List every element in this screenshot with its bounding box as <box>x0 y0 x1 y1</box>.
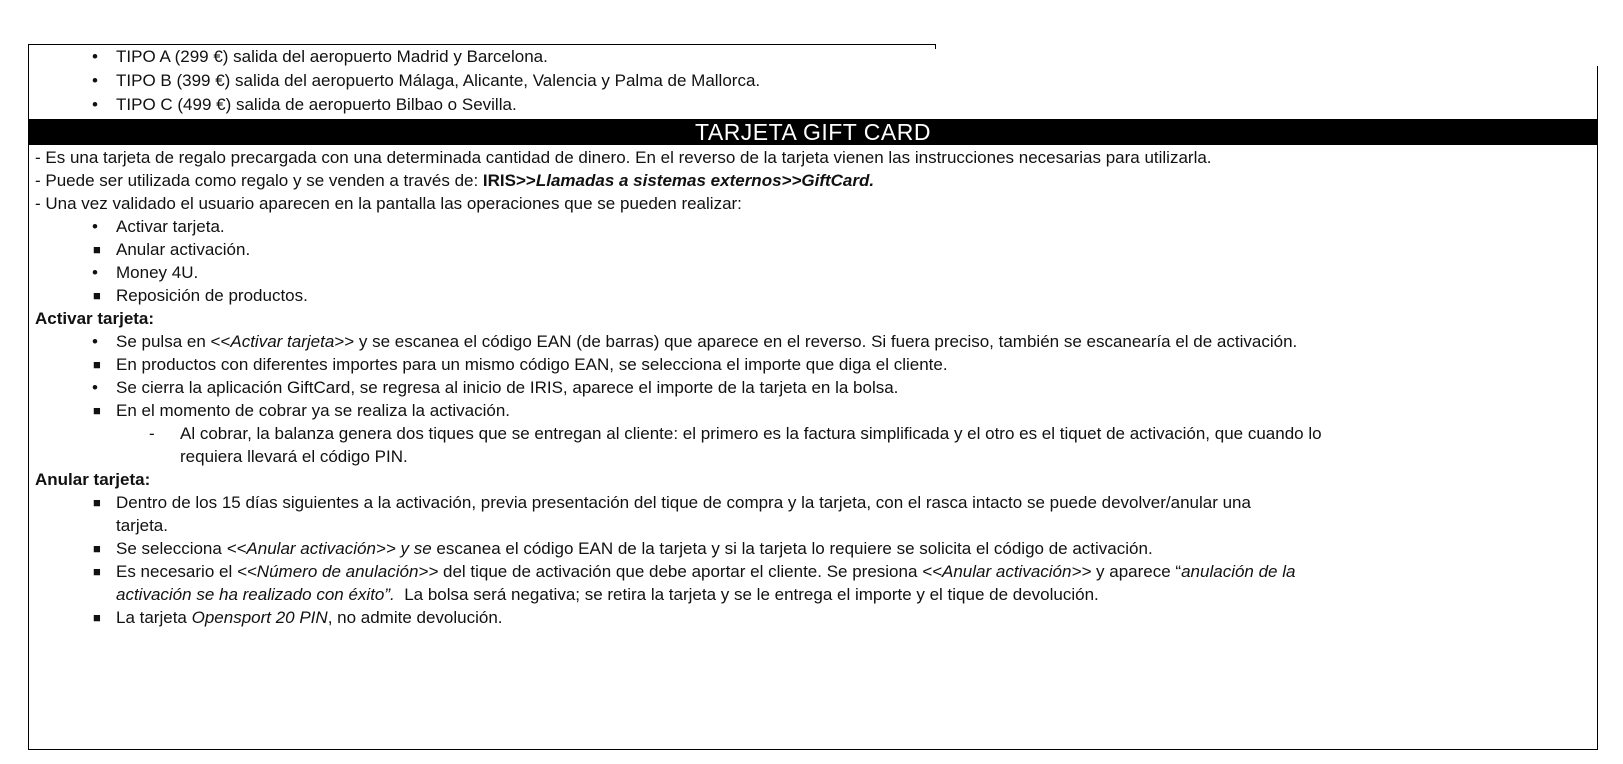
list-item-anular <box>29 560 1597 583</box>
list-item-operacion <box>29 284 1597 307</box>
intro-iris-label: IRIS>> <box>482 171 536 190</box>
intro-line-2 <box>29 169 1597 192</box>
list-item-activar <box>29 376 1597 399</box>
dash-bullet-icon: - <box>149 424 155 443</box>
list-item-text: Dentro de los 15 días siguientes a la activación, previa presentación del tique de compra y la tarjeta, con el rasca intacto se puede devolver/anular una <box>116 493 1251 512</box>
square-bullet-icon: ■ <box>93 357 101 372</box>
intro-line-1: - Es una tarjeta de regalo precargada con una determinada cantidad de dinero. En el reverso de la tarjeta vienen las instrucciones necesarias para utilizarla. <box>35 148 1212 167</box>
list-item-text: En el momento de cobrar ya se realiza la activación. <box>116 401 511 420</box>
bullet-icon: • <box>92 47 98 66</box>
list-item-text: Es necesario el <box>116 562 237 581</box>
list-item-continuation <box>29 583 1597 606</box>
list-item-text: y aparece “ <box>1091 562 1182 581</box>
list-item-text: En productos con diferentes importes para un mismo código EAN, se selecciona el importe que diga el cliente. <box>116 355 948 374</box>
list-item-activar <box>29 399 1597 422</box>
sub-list-item-text: Al cobrar, la balanza genera dos tiques que se entregan al cliente: el primero es la factura simplificada y el otro es el tiquet de activación, que cuando lo <box>180 424 1322 443</box>
list-item-text: Se pulsa en << <box>116 332 231 351</box>
list-item-italic: <<Anular activación>> y se <box>226 539 432 558</box>
list-item-text: del tique de activación que debe aportar el cliente. Se presiona <box>438 562 923 581</box>
list-item-text: Anular activación. <box>116 240 251 259</box>
list-item-operacion <box>29 215 1597 238</box>
list-item-italic: activación se ha realizado con éxito”. <box>116 585 395 604</box>
heading-anular-tarjeta: Anular tarjeta: <box>35 470 151 489</box>
list-item-text: Reposición de productos. <box>116 286 308 305</box>
bullet-icon: • <box>92 95 98 114</box>
square-bullet-icon: ■ <box>93 541 101 556</box>
list-item-text: TIPO A (299 €) salida del aeropuerto Madrid y Barcelona. <box>116 47 548 66</box>
sub-list-item <box>29 422 1597 445</box>
sub-list-item-continuation: requiera llevará el código PIN. <box>180 447 408 466</box>
list-item-italic: <<Anular activación>> <box>922 562 1092 581</box>
bullet-icon: • <box>92 332 98 351</box>
section-banner-title: TARJETA GIFT CARD <box>29 119 1597 145</box>
list-item-operacion <box>29 261 1597 284</box>
list-item-anular <box>29 491 1597 514</box>
square-bullet-icon: ■ <box>93 242 101 257</box>
document-content <box>29 45 1597 629</box>
right-border-line <box>1597 66 1598 750</box>
square-bullet-icon: ■ <box>93 610 101 625</box>
list-item-activar <box>29 353 1597 376</box>
list-item-anular <box>29 606 1597 629</box>
bullet-icon: • <box>92 71 98 90</box>
list-item-text: TIPO C (499 €) salida de aeropuerto Bilbao o Sevilla. <box>116 95 517 114</box>
list-item-italic: anulación de la <box>1181 562 1296 581</box>
intro-line-2-prefix: - Puede ser utilizada como regalo y se venden a través de: <box>35 171 483 190</box>
heading-activar-tarjeta: Activar tarjeta: <box>35 309 155 328</box>
list-item-text: Money 4U. <box>116 263 199 282</box>
list-item-text: TIPO B (399 €) salida del aeropuerto Málaga, Alicante, Valencia y Palma de Mallorca. <box>116 71 761 90</box>
square-bullet-icon: ■ <box>93 403 101 418</box>
square-bullet-icon: ■ <box>93 564 101 579</box>
intro-menu-path: Llamadas a sistemas externos>>GiftCard. <box>535 171 875 190</box>
intro-line-3: - Una vez validado el usuario aparecen en la pantalla las operaciones que se pueden realizar: <box>35 194 742 213</box>
list-item-continuation: tarjeta. <box>116 516 168 535</box>
list-item-text: Activar tarjeta. <box>116 217 225 236</box>
list-item-text: >> y se escanea el código EAN (de barras) que aparece en el reverso. Si fuera preciso, también se escanearía el de activación. <box>334 332 1298 351</box>
list-item-italic: <<Número de anulación>> <box>236 562 439 581</box>
bullet-icon: • <box>92 217 98 236</box>
list-item-operacion <box>29 238 1597 261</box>
list-item-text: , no admite devolución. <box>327 608 503 627</box>
list-item-text: Se selecciona <box>116 539 227 558</box>
list-item-tipo-b <box>29 69 1597 93</box>
list-item-text: La tarjeta <box>116 608 192 627</box>
bullet-icon: • <box>92 378 98 397</box>
bottom-border-line <box>28 749 1598 750</box>
square-bullet-icon: ■ <box>93 495 101 510</box>
list-item-tipo-c <box>29 93 1597 117</box>
list-item-tipo-a <box>29 45 1597 69</box>
square-bullet-icon: ■ <box>93 288 101 303</box>
list-item-anular <box>29 537 1597 560</box>
list-item-text: Se cierra la aplicación GiftCard, se regresa al inicio de IRIS, aparece el importe de la tarjeta en la bolsa. <box>116 378 899 397</box>
list-item-italic: Activar tarjeta <box>230 332 335 351</box>
list-item-text: escanea el código EAN de la tarjeta y si la tarjeta lo requiere se solicita el código de activación. <box>431 539 1153 558</box>
list-item-activar <box>29 330 1597 353</box>
list-item-text: La bolsa será negativa; se retira la tarjeta y se le entrega el importe y el tique de devolución. <box>394 585 1099 604</box>
list-item-italic: Opensport 20 PIN <box>191 608 328 627</box>
bullet-icon: • <box>92 263 98 282</box>
